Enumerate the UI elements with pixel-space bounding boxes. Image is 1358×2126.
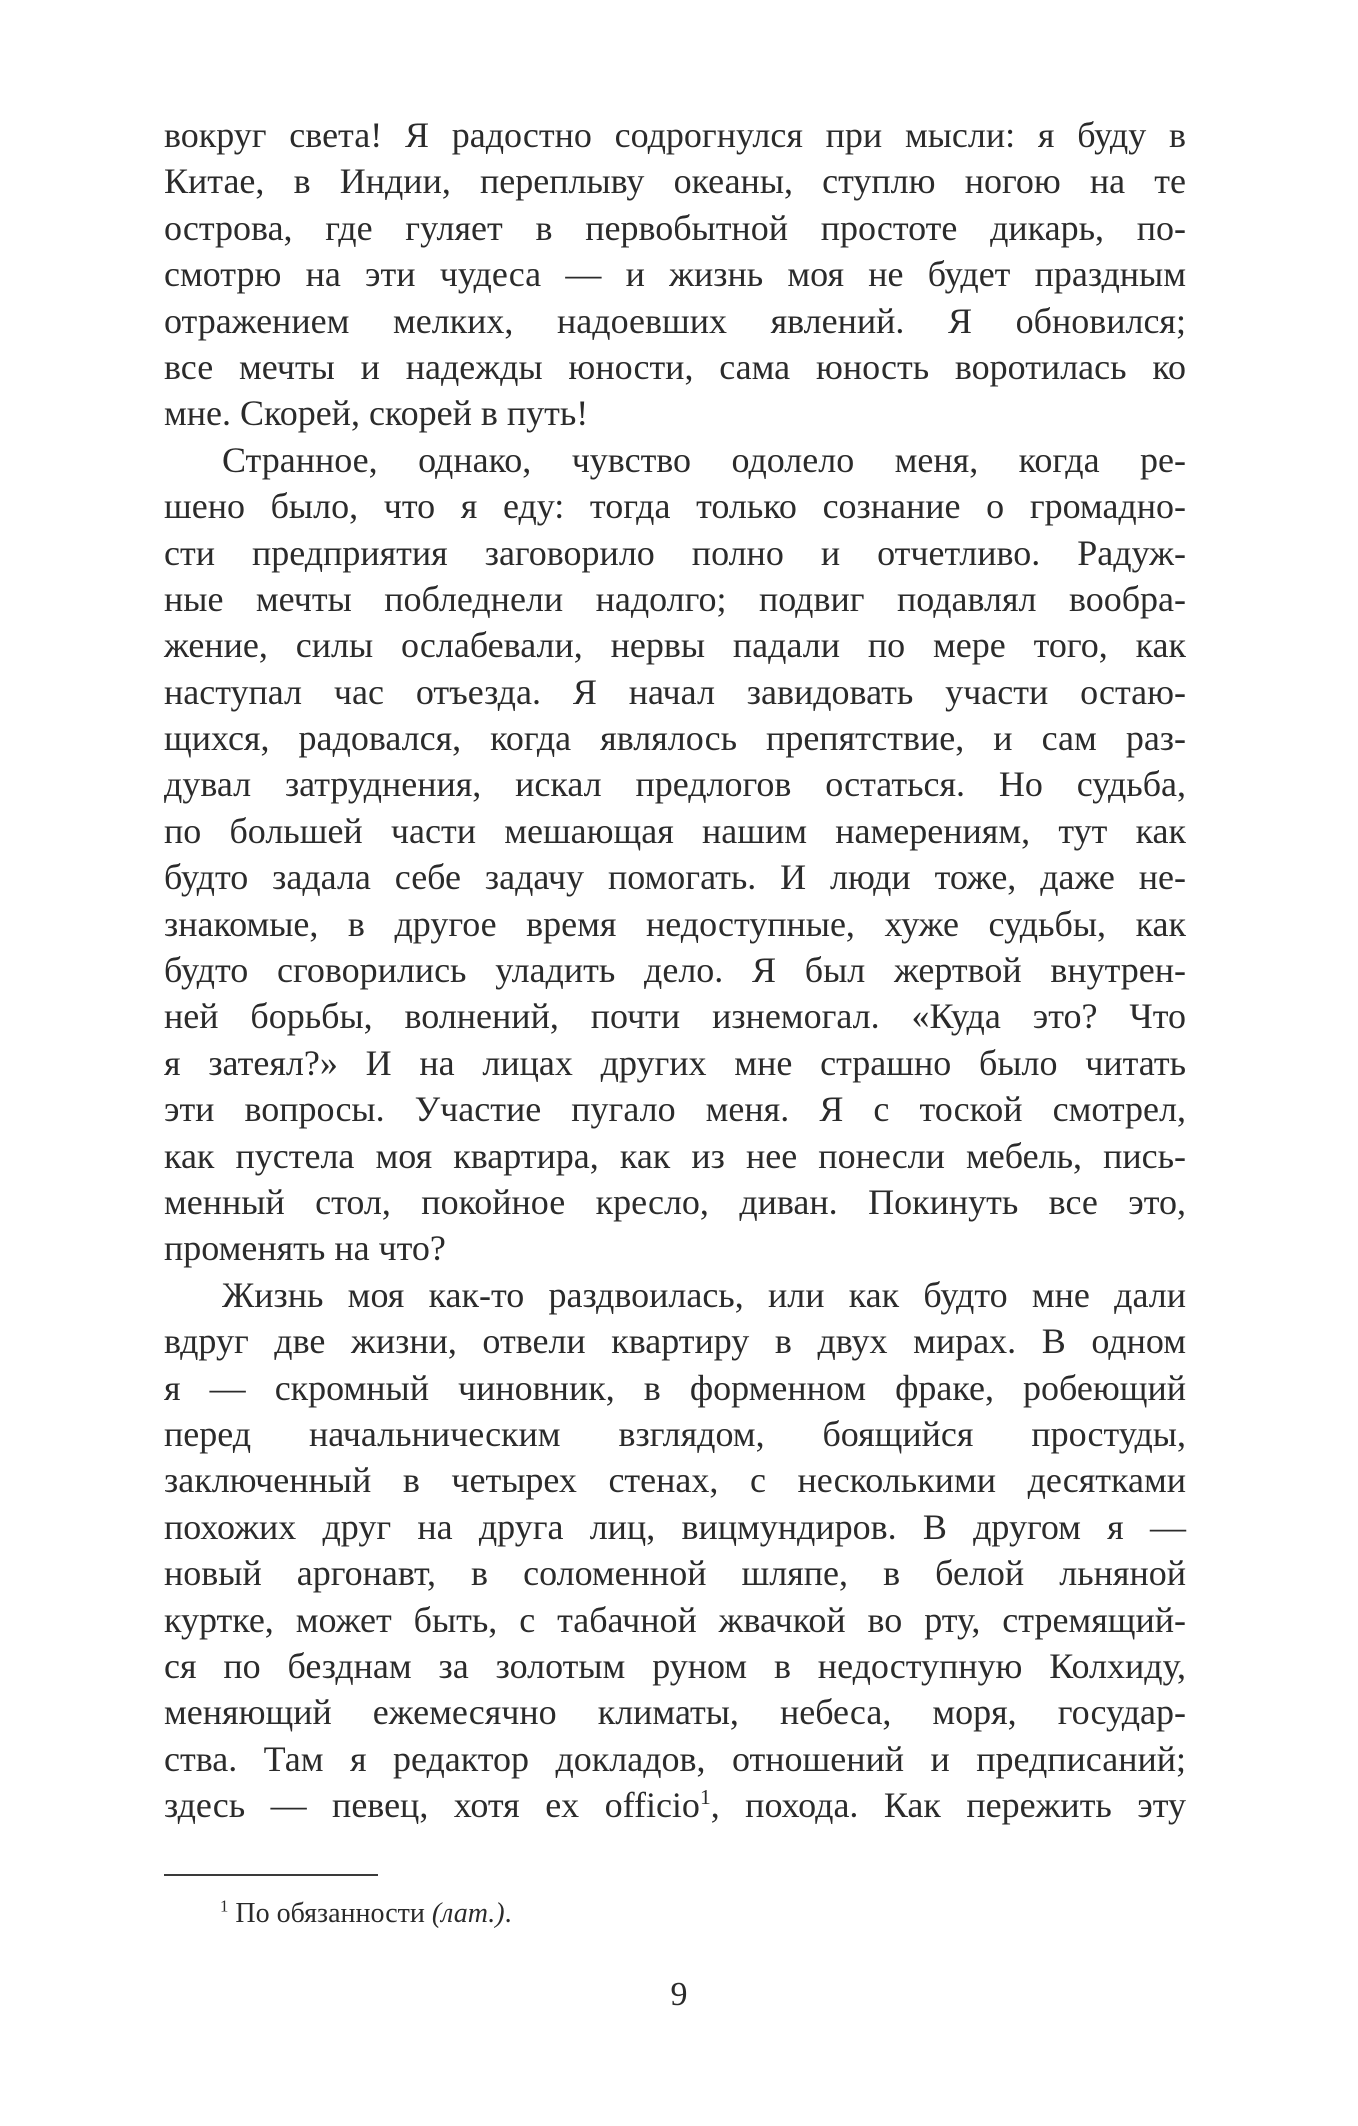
text-line: новый аргонавт, в соломенной шляпе, в белой льняной [164, 1553, 1186, 1594]
paragraph-start-line: Жизнь моя как-то раздвоилась, или как будто мне дали [222, 1274, 1186, 1315]
text-line: ства. Там я редактор докладов, отношений и предписаний; [164, 1738, 1186, 1779]
text-line: острова, где гуляет в первобытной простоте дикарь, по- [164, 207, 1186, 248]
text-line: по большей части мешающая нашим намерениям, тут как [164, 810, 1186, 851]
text-line: меняющий ежемесячно климаты, небеса, моря, государ- [164, 1692, 1186, 1733]
line-text-after: , похода. Как пережить эту [710, 1785, 1187, 1826]
text-line: сти предприятия заговорило полно и отчетливо. Радуж- [164, 532, 1186, 573]
footnote-end: . [504, 1898, 512, 1929]
text-line: ся по безднам за золотым руном в недоступную Колхиду, [164, 1645, 1186, 1686]
text-line: смотрю на эти чудеса — и жизнь моя не будет праздным [164, 254, 1186, 295]
text-line: менный стол, покойное кресло, диван. Покинуть все это, [164, 1181, 1186, 1222]
text-line: шено было, что я еду: тогда только сознание о громадно- [164, 486, 1186, 527]
line-text-before: здесь — певец, хотя ex officio [164, 1785, 700, 1826]
text-line: будто сговорились уладить дело. Я был жертвой внутрен- [164, 950, 1186, 991]
text-line: ные мечты побледнели надолго; подвиг подавлял вообра- [164, 578, 1186, 619]
text-line: похожих друг на друга лиц, вицмундиров. В другом я — [164, 1506, 1186, 1547]
text-line: перед начальническим взглядом, боящийся простуды, [164, 1413, 1186, 1454]
paragraph-start-line: Странное, однако, чувство одолело меня, когда ре- [222, 439, 1186, 480]
text-line: дувал затруднения, искал предлогов остаться. Но судьба, [164, 764, 1186, 805]
text-line: Китае, в Индии, переплыву океаны, ступлю ногою на те [164, 161, 1186, 202]
text-line: вдруг две жизни, отвели квартиру в двух мирах. В одном [164, 1321, 1186, 1362]
footnote-separator [164, 1874, 378, 1876]
footnote-text: По обязанности [235, 1898, 432, 1929]
text-line: отражением мелких, надоевших явлений. Я обновился; [164, 300, 1186, 341]
text-line: жение, силы ослабевали, нервы падали по мере того, как [164, 625, 1186, 666]
text-line: знакомые, в другое время недоступные, хуже судьбы, как [164, 903, 1186, 944]
text-line: я затеял?» И на лицах других мне страшно было читать [164, 1042, 1186, 1083]
page-number: 9 [670, 1976, 688, 2013]
body-text [164, 112, 1186, 1828]
text-line: ней борьбы, волнений, почти изнемогал. «Куда это? Что [164, 996, 1186, 1037]
paragraph-end-line: променять на что? [164, 1228, 446, 1269]
text-line-with-footnote-ref [164, 1782, 1186, 1828]
text-line: наступал час отъезда. Я начал завидовать участи остаю- [164, 671, 1186, 712]
text-line: как пустела моя квартира, как из нее понесли мебель, пись- [164, 1135, 1186, 1176]
paragraph-end-line: мне. Скорей, скорей в путь! [164, 393, 589, 434]
text-line: куртке, может быть, с табачной жвачкой во рту, стремящий- [164, 1599, 1186, 1640]
footnote-mark: 1 [220, 1896, 229, 1916]
text-line: вокруг света! Я радостно содрогнулся при мысли: я буду в [164, 115, 1186, 155]
footnote-language-note: (лат.) [431, 1898, 505, 1929]
footnote [220, 1898, 512, 1930]
text-line: я — скромный чиновник, в форменном фраке, робеющий [164, 1367, 1186, 1408]
text-line: щихся, радовался, когда являлось препятствие, и сам раз- [164, 718, 1186, 759]
footnote-ref-mark: 1 [699, 1785, 711, 1810]
text-line: эти вопросы. Участие пугало меня. Я с тоской смотрел, [164, 1089, 1186, 1130]
text-line: все мечты и надежды юности, сама юность воротилась ко [164, 346, 1186, 387]
text-line: заключенный в четырех стенах, с несколькими десятками [164, 1460, 1186, 1501]
text-line: будто задала себе задачу помогать. И люди тоже, даже не- [164, 857, 1186, 898]
